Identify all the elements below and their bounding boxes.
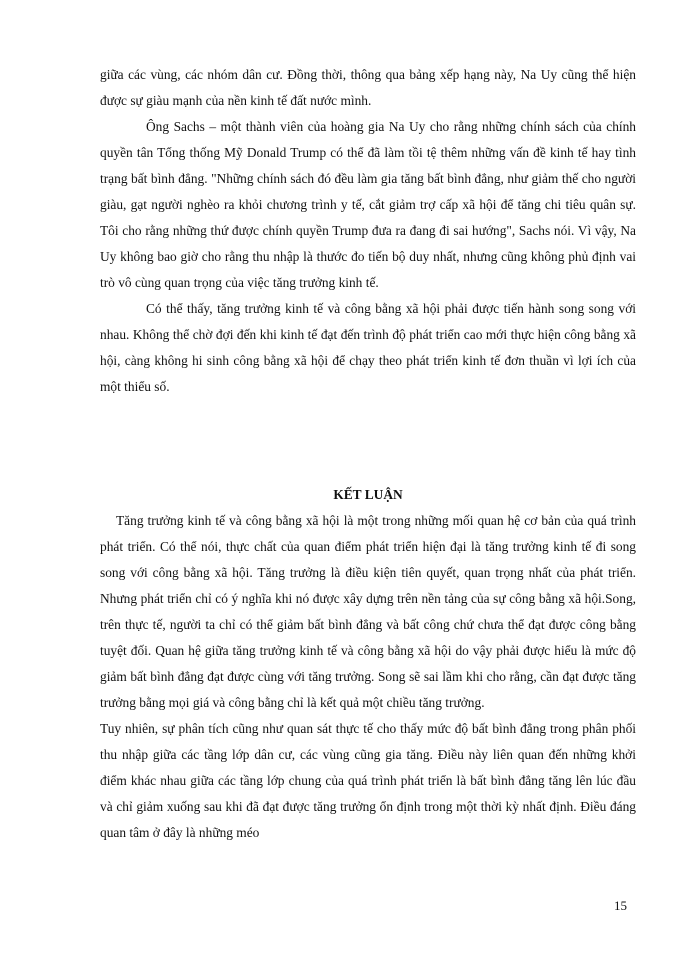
- section-heading-conclusion: KẾT LUẬN: [333, 487, 403, 502]
- page-number: 15: [614, 898, 627, 913]
- paragraph-conclusion-1: Tăng trưởng kinh tế và công bằng xã hội là một trong những mối quan hệ cơ bản của quá trình phát triển. Có thể nói, thực chất của quan điểm phát triển hiện đại là tăng trưởng kinh tế đi song song với công bằng xã hội. Tăng trưởng là điều kiện tiên quyết, quan trọng nhất của phát triển. Nhưng phát triển chỉ có ý nghĩa khi nó được xây dựng trên nền tảng của sự công bằng xã hội.Song, trên thực tế, người ta chỉ có thể giảm bất bình đẳng và bất công chứ chưa thể đạt được công bằng tuyệt đối. Quan hệ giữa tăng trưởng kinh tế và công bằng xã hội do vậy phải được hiểu là mức độ giảm bất bình đẳng đạt được cùng với tăng trưởng. Song sẽ sai lầm khi cho rằng, cần đạt được tăng trưởng bằng mọi giá và công bằng chỉ là kết quả một chiều tăng trưởng.: [100, 513, 636, 710]
- section-spacer: [100, 400, 636, 482]
- document-body: [100, 62, 636, 846]
- paragraph-conclusion-2: Tuy nhiên, sự phân tích cũng như quan sát thực tế cho thấy mức độ bất bình đẳng trong phân phối thu nhập giữa các tầng lớp dân cư, các vùng cũng gia tăng. Điều này liên quan đến những khởi điểm khác nhau giữa các tầng lớp chung của quá trình phát triển là bất bình đẳng tăng lên lúc đầu và chỉ giảm xuống sau khi đã đạt được tăng trưởng ổn định trong một thời kỳ nhất định. Điều đáng quan tâm ở đây là những méo: [100, 721, 636, 840]
- paragraph-growth-equity: Có thể thấy, tăng trưởng kinh tế và công bằng xã hội phải được tiến hành song song với nhau. Không thể chờ đợi đến khi kinh tế đạt đến trình độ phát triển cao mới thực hiện công bằng xã hội, càng không hi sinh công bằng xã hội để chạy theo phát triển kinh tế đơn thuần vì lợi ích của một thiểu số.: [100, 301, 636, 394]
- paragraph-sachs-quote: Ông Sachs – một thành viên của hoàng gia Na Uy cho rằng những chính sách của chính quyền tân Tổng thống Mỹ Donald Trump có thể đã làm tồi tệ thêm những vấn đề kinh tế hay tình trạng bất bình đẳng. "Những chính sách đó đều làm gia tăng bất bình đẳng, như giảm thế cho người giàu, gạt người nghèo ra khỏi chương trình y tế, cắt giảm trợ cấp xã hội để tăng chi tiêu quân sự. Tôi cho rằng những thứ được chính quyền Trump đưa ra đang đi sai hướng", Sachs nói. Vì vậy, Na Uy không bao giờ cho rằng thu nhập là thước đo tiến bộ duy nhất, nhưng cũng không phủ định vai trò vô cùng quan trọng của việc tăng trưởng kinh tế.: [100, 119, 636, 290]
- paragraph-continued: giữa các vùng, các nhóm dân cư. Đồng thời, thông qua bảng xếp hạng này, Na Uy cũng thể hiện được sự giàu mạnh của nền kinh tế đất nước mình.: [100, 67, 636, 108]
